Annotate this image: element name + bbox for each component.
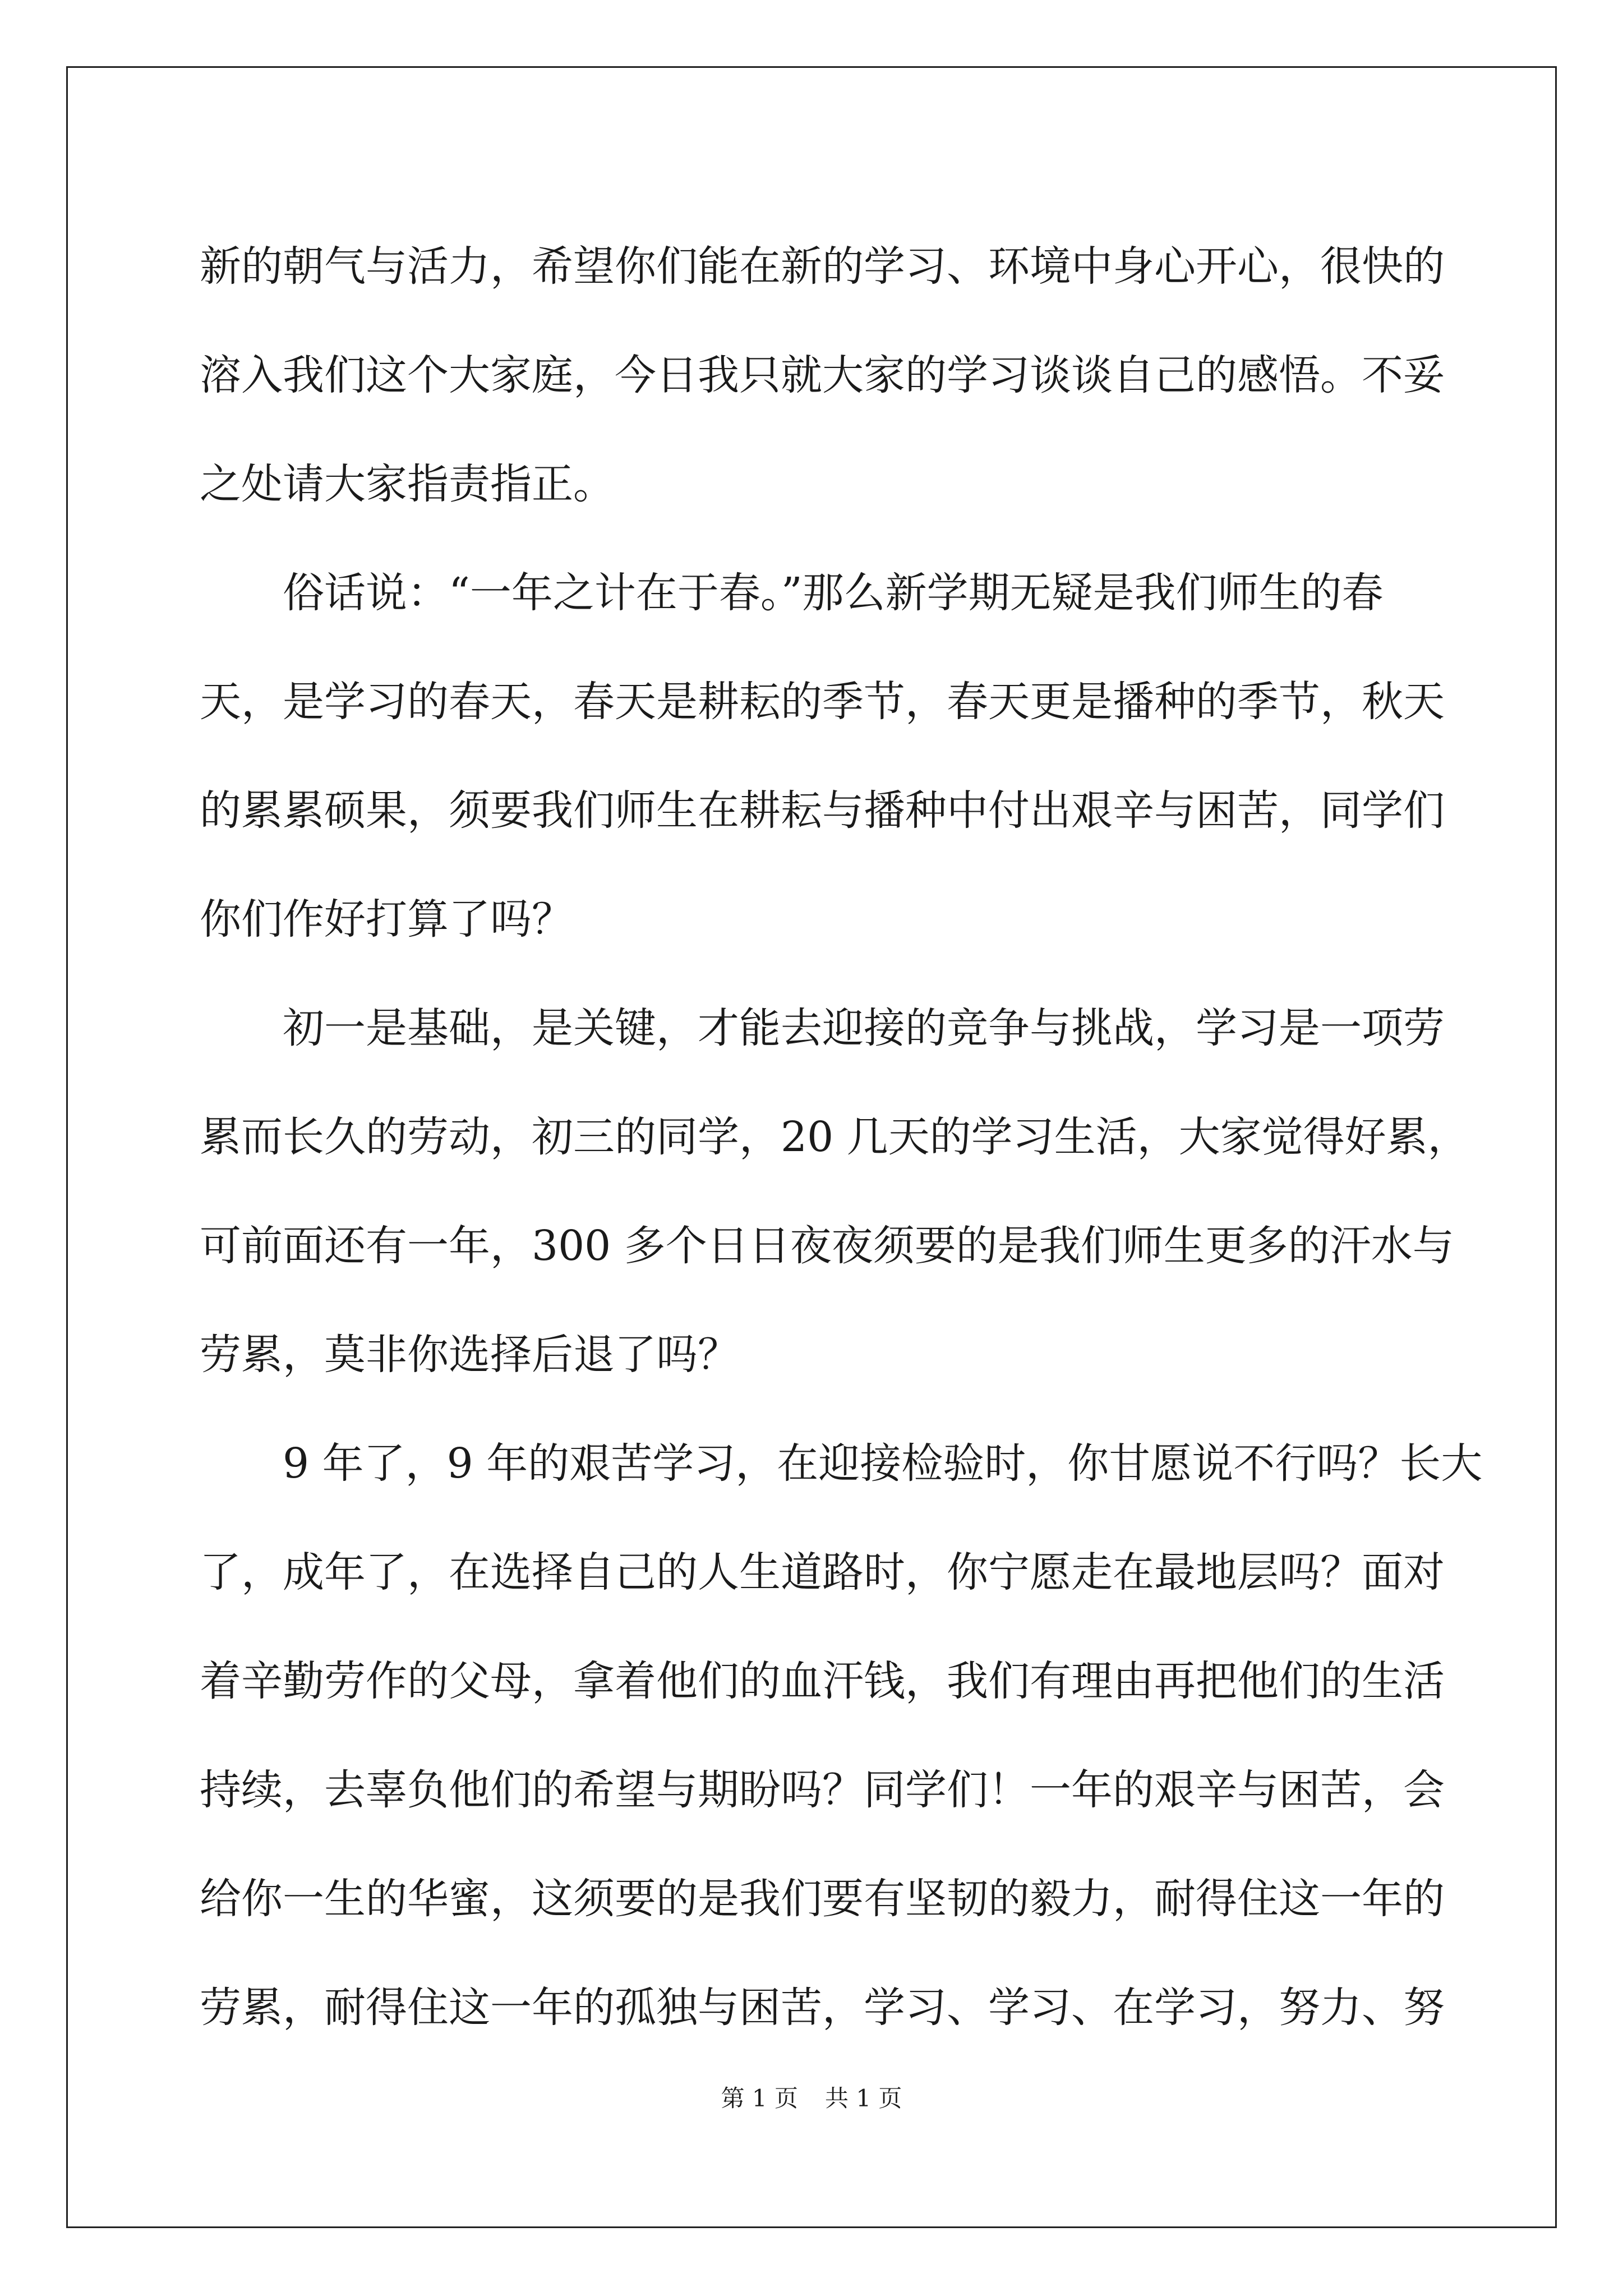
text-line: 新的朝气与活力，希望你们能在新的学习、环境中身心开心，很快的 — [200, 242, 1445, 291]
paragraph-first-line: 9 年了，9 年的艰苦学习，在迎接检验时，你甘愿说不行吗？长大 — [283, 1439, 1483, 1488]
text-line: 着辛勤劳作的父母，拿着他们的血汗钱，我们有理由再把他们的生活 — [200, 1657, 1445, 1705]
paragraph-first-line: 初一是基础，是关键，才能去迎接的竞争与挑战，学习是一项劳 — [283, 1004, 1445, 1052]
text-line: 你们作好打算了吗？ — [200, 895, 573, 944]
page-number-current: 第 1 页 — [721, 2085, 798, 2112]
text-line: 溶入我们这个大家庭，今日我只就大家的学习谈谈自己的感悟。不妥 — [200, 351, 1445, 399]
page-footer — [0, 2080, 1623, 2114]
page-number-total: 共 1 页 — [825, 2085, 902, 2112]
text-line: 累而长久的劳动，初三的同学，20 几天的学习生活，大家觉得好累， — [200, 1113, 1469, 1161]
text-line: 持续，去辜负他们的希望与期盼吗？同学们！一年的艰辛与困苦，会 — [200, 1766, 1445, 1814]
text-line: 可前面还有一年，300 多个日日夜夜须要的是我们师生更多的汗水与 — [200, 1222, 1454, 1270]
text-line: 劳累，耐得住这一年的孤独与困苦，学习、学习、在学习，努力、努 — [200, 1984, 1445, 2032]
text-line: 劳累，莫非你选择后退了吗？ — [200, 1331, 739, 1379]
text-line: 之处请大家指责指正。 — [200, 460, 615, 508]
text-line: 了，成年了，在选择自己的人生道路时，你宁愿走在最地层吗？面对 — [200, 1548, 1445, 1596]
paragraph-first-line: 俗话说：“一年之计在于春。”那么新学期无疑是我们师生的春 — [283, 569, 1384, 617]
document-body — [200, 212, 1490, 2062]
text-line: 给你一生的华蜜，这须要的是我们要有坚韧的毅力，耐得住这一年的 — [200, 1875, 1445, 1923]
text-line: 的累累硕果，须要我们师生在耕耘与播种中付出艰辛与困苦，同学们 — [200, 786, 1445, 835]
text-line: 天，是学习的春天，春天是耕耘的季节，春天更是播种的季节，秋天 — [200, 678, 1445, 726]
